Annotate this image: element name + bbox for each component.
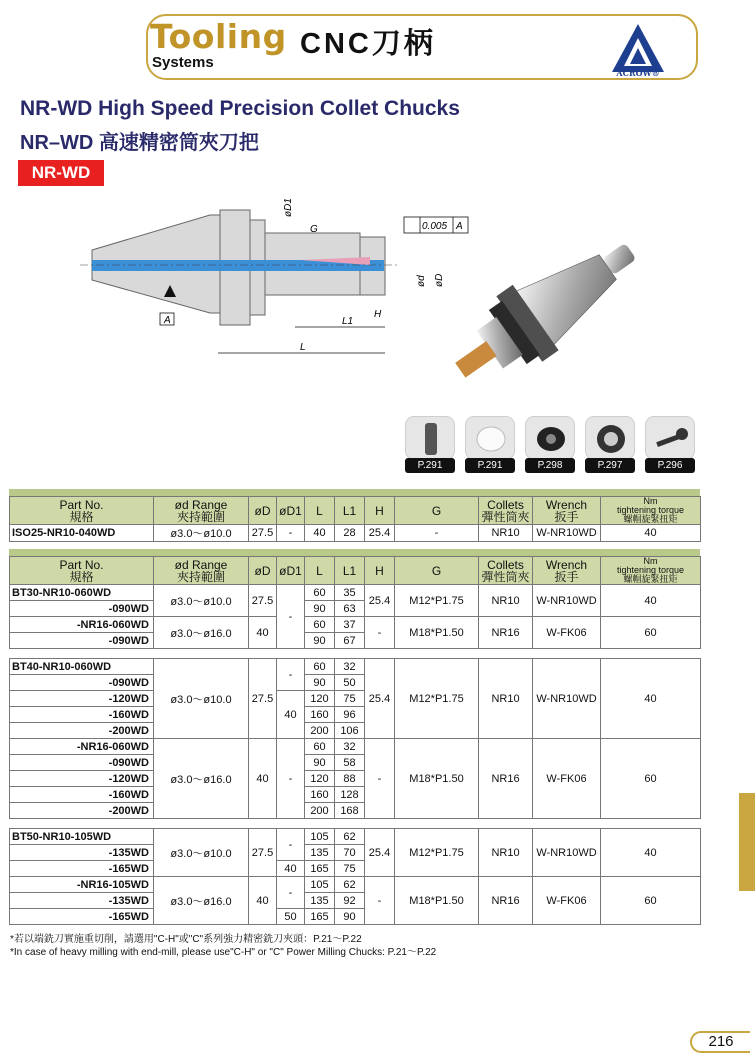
torque-cell: 60 (601, 617, 701, 649)
l1-cell: 67 (335, 633, 365, 649)
product-photo (445, 195, 705, 385)
l-cell: 60 (305, 659, 335, 675)
l1-cell: 75 (335, 691, 365, 707)
l1-cell: 32 (335, 659, 365, 675)
wrench-cell: W-FK06 (533, 617, 601, 649)
table-row (10, 829, 701, 845)
od1-cell: 40 (277, 691, 305, 739)
col-od1: øD1 (277, 497, 305, 525)
collet-cell: NR10 (479, 585, 533, 617)
h-cell: 25.4 (365, 585, 395, 617)
l1-cell: 35 (335, 585, 365, 601)
accessory-ref: P.291 (405, 458, 455, 473)
l-cell: 90 (305, 755, 335, 771)
table-band (9, 549, 700, 556)
col-range-cn: 夾持範圍 (176, 509, 225, 524)
col-l: L (305, 557, 335, 585)
seal-disc-icon (466, 417, 515, 460)
col-part-no: Part No. (59, 497, 104, 512)
part-number: -NR16-060WD (10, 617, 154, 633)
range-cell: ø3.0～ø10.0 (154, 585, 249, 617)
od-cell: 27.5 (249, 659, 277, 739)
l-cell: 40 (305, 525, 335, 542)
l1-cell: 37 (335, 617, 365, 633)
l-label: L (300, 342, 306, 353)
col-range: ød Range (174, 497, 228, 512)
l1-cell: 28 (335, 525, 365, 542)
footnote-en: *In case of heavy milling with end-mill, please use"C-H" or "C" Power Milling Chucks: P.21～P.22 (10, 947, 437, 958)
col-range: ød Range (174, 557, 228, 572)
wrench-cell: W-NR10WD (533, 585, 601, 617)
col-wrench: Wrench (545, 557, 588, 572)
l1-cell: 50 (335, 675, 365, 691)
datum-ref-label: A (164, 315, 171, 326)
l-cell: 160 (305, 707, 335, 723)
col-nm-cn: 螺帽旋緊扭矩 (623, 574, 678, 584)
l-cell: 60 (305, 617, 335, 633)
od1-cell: - (277, 739, 305, 819)
part-number: -090WD (10, 675, 154, 691)
part-number: -165WD (10, 861, 154, 877)
col-l1: L1 (335, 557, 365, 585)
part-number: -NR16-060WD (10, 739, 154, 755)
part-number: -135WD (10, 893, 154, 909)
range-cell: ø3.0～ø16.0 (154, 877, 249, 925)
col-collets: Collets (487, 557, 524, 572)
g-cell: M12*P1.75 (395, 585, 479, 617)
accessory-seal-disc[interactable] (465, 416, 515, 473)
l1-cell: 63 (335, 601, 365, 617)
collet-cell: NR10 (479, 829, 533, 877)
accessory-ref: P.291 (465, 458, 515, 473)
logo-text: ACROW® (616, 68, 660, 78)
od-cell: 27.5 (249, 829, 277, 877)
l1-cell: 92 (335, 893, 365, 909)
range-cell: ø3.0～ø16.0 (154, 739, 249, 819)
wrench-cell: W-FK06 (533, 877, 601, 925)
table-row (10, 659, 701, 675)
l-cell: 60 (305, 739, 335, 755)
l-cell: 120 (305, 691, 335, 707)
col-od: øD (249, 497, 277, 525)
l1-cell: 75 (335, 861, 365, 877)
col-nm: Nm (643, 496, 658, 506)
l1-cell: 32 (335, 739, 365, 755)
table-row (10, 585, 701, 601)
collet-cell: NR16 (479, 739, 533, 819)
torque-cell: 60 (601, 739, 701, 819)
col-g: G (395, 557, 479, 585)
table-header-row (10, 497, 701, 525)
col-h: H (365, 557, 395, 585)
g-cell: - (395, 525, 479, 542)
od-cell: 27.5 (249, 585, 277, 617)
h-label: H (374, 309, 382, 320)
l-cell: 160 (305, 787, 335, 803)
part-number: -090WD (10, 633, 154, 649)
page-title-cn: NR–WD 高速精密筒夾刀把 (20, 132, 259, 154)
accessory-ref: P.296 (645, 458, 695, 473)
l1-cell: 106 (335, 723, 365, 739)
part-number: -160WD (10, 707, 154, 723)
part-number: -160WD (10, 787, 154, 803)
part-number: -120WD (10, 771, 154, 787)
part-number: -135WD (10, 845, 154, 861)
od-cell: 40 (249, 617, 277, 649)
l1-cell: 62 (335, 877, 365, 893)
accessory-nut[interactable] (585, 416, 635, 473)
table-row (10, 739, 701, 755)
od1-cell: - (277, 877, 305, 909)
l1-cell: 70 (335, 845, 365, 861)
l-cell: 120 (305, 771, 335, 787)
tolerance-label: 0.005 (422, 221, 448, 232)
col-collets-cn: 彈性筒夾 (481, 569, 530, 584)
l1-cell: 58 (335, 755, 365, 771)
part-number: -165WD (10, 909, 154, 925)
accessory-row (405, 416, 695, 478)
h-cell: - (365, 739, 395, 819)
range-cell: ø3.0～ø10.0 (154, 659, 249, 739)
part-number: -120WD (10, 691, 154, 707)
torque-cell: 40 (601, 585, 701, 617)
g-label: G (310, 224, 318, 235)
table-row (10, 617, 701, 633)
accessory-collet[interactable] (405, 416, 455, 473)
g-cell: M18*P1.50 (395, 739, 479, 819)
wrench-cell: W-FK06 (533, 739, 601, 819)
od1-cell: - (277, 525, 305, 542)
od1-label: øD1 (283, 198, 294, 217)
brand-tooling: Tooling (150, 17, 287, 56)
l-cell: 105 (305, 829, 335, 845)
brand-category: CNC刀柄 (300, 28, 436, 60)
g-cell: M12*P1.75 (395, 829, 479, 877)
col-od: øD (249, 557, 277, 585)
h-cell: - (365, 877, 395, 925)
part-number: -200WD (10, 803, 154, 819)
part-number: -200WD (10, 723, 154, 739)
collet-cell: NR10 (479, 659, 533, 739)
datum-label: A (456, 221, 463, 232)
technical-drawing (70, 195, 470, 365)
g-cell: M12*P1.75 (395, 659, 479, 739)
col-nm-en: tightening torque (616, 505, 685, 515)
l-cell: 165 (305, 861, 335, 877)
accessory-wrench-socket[interactable] (525, 416, 575, 473)
spacer-row (10, 819, 701, 829)
wrench-cell: W-NR10WD (533, 659, 601, 739)
col-od1: øD1 (277, 557, 305, 585)
torque-cell: 40 (601, 829, 701, 877)
l-cell: 90 (305, 675, 335, 691)
od-cell: 40 (249, 877, 277, 925)
spanner-icon (646, 417, 695, 460)
table-header-row (10, 557, 701, 585)
col-collets: Collets (487, 497, 524, 512)
part-number: -090WD (10, 601, 154, 617)
spec-table-iso25 (9, 496, 701, 542)
od1-cell: 50 (277, 909, 305, 925)
part-number: BT40-NR10-060WD (10, 659, 154, 675)
od1-cell: - (277, 585, 305, 649)
g-cell: M18*P1.50 (395, 877, 479, 925)
accessory-ref: P.298 (525, 458, 575, 473)
spec-table-bt (9, 556, 701, 925)
part-number: -NR16-105WD (10, 877, 154, 893)
od-cell: 40 (249, 739, 277, 819)
part-number: BT50-NR10-105WD (10, 829, 154, 845)
od-label: ød (416, 275, 427, 287)
collet-cell: NR16 (479, 877, 533, 925)
col-range-cn: 夾持範圍 (176, 569, 225, 584)
col-nm-en: tightening torque (616, 565, 685, 575)
table-band (9, 489, 700, 496)
wrench-socket-icon (526, 417, 575, 460)
g-cell: M18*P1.50 (395, 617, 479, 649)
spacer-row (10, 649, 701, 659)
collet-cell: NR16 (479, 617, 533, 649)
torque-cell: 40 (601, 659, 701, 739)
od1-cell: - (277, 829, 305, 861)
col-g: G (395, 497, 479, 525)
part-number: BT30-NR10-060WD (10, 585, 154, 601)
nut-icon (586, 417, 635, 460)
l-cell: 90 (305, 601, 335, 617)
h-cell: - (365, 617, 395, 649)
col-l: L (305, 497, 335, 525)
range-cell: ø3.0～ø10.0 (154, 525, 249, 542)
l-cell: 105 (305, 877, 335, 893)
oD-label: øD (434, 273, 445, 287)
od-cell: 27.5 (249, 525, 277, 542)
col-collets-cn: 彈性筒夾 (481, 509, 530, 524)
wrench-cell: W-NR10WD (533, 525, 601, 542)
l-cell: 135 (305, 893, 335, 909)
accessory-spanner[interactable] (645, 416, 695, 473)
series-tag: NR-WD (18, 160, 104, 186)
col-wrench-cn: 扳手 (554, 509, 579, 524)
side-tab (739, 793, 755, 891)
col-h: H (365, 497, 395, 525)
l-cell: 135 (305, 845, 335, 861)
col-nm: Nm (643, 556, 658, 566)
l1-cell: 62 (335, 829, 365, 845)
brand-systems: Systems (152, 54, 214, 71)
torque-cell: 40 (601, 525, 701, 542)
l1-cell: 168 (335, 803, 365, 819)
l-cell: 60 (305, 585, 335, 601)
l1-cell: 90 (335, 909, 365, 925)
col-nm-cn: 螺帽旋緊扭矩 (623, 514, 678, 524)
part-number: ISO25-NR10-040WD (10, 525, 154, 542)
h-cell: 25.4 (365, 525, 395, 542)
collet-cell: NR10 (479, 525, 533, 542)
col-wrench: Wrench (545, 497, 588, 512)
wrench-cell: W-NR10WD (533, 829, 601, 877)
col-part-no-cn: 規格 (69, 569, 94, 584)
table-row (10, 877, 701, 893)
h-cell: 25.4 (365, 829, 395, 877)
col-part-no: Part No. (59, 557, 104, 572)
l-cell: 200 (305, 723, 335, 739)
l-cell: 90 (305, 633, 335, 649)
od1-cell: 40 (277, 861, 305, 877)
l1-cell: 96 (335, 707, 365, 723)
l1-label: L1 (342, 316, 354, 327)
l1-cell: 88 (335, 771, 365, 787)
od1-cell: - (277, 659, 305, 691)
collet-icon (406, 417, 455, 460)
range-cell: ø3.0～ø10.0 (154, 829, 249, 877)
h-cell: 25.4 (365, 659, 395, 739)
col-l1: L1 (335, 497, 365, 525)
l-cell: 200 (305, 803, 335, 819)
l1-cell: 128 (335, 787, 365, 803)
col-wrench-cn: 扳手 (554, 569, 579, 584)
table-row (10, 525, 701, 542)
l-cell: 165 (305, 909, 335, 925)
torque-cell: 60 (601, 877, 701, 925)
footnote-cn: *若以端銑刀實施重切削，請選用"C-H"或"C"系列強力精密銑刀夾頭：P.21～P.22 (10, 934, 362, 945)
page-number: 216 (690, 1031, 750, 1053)
page-title-en: NR-WD High Speed Precision Collet Chucks (20, 97, 460, 120)
accessory-ref: P.297 (585, 458, 635, 473)
col-part-no-cn: 規格 (69, 509, 94, 524)
range-cell: ø3.0～ø16.0 (154, 617, 249, 649)
part-number: -090WD (10, 755, 154, 771)
